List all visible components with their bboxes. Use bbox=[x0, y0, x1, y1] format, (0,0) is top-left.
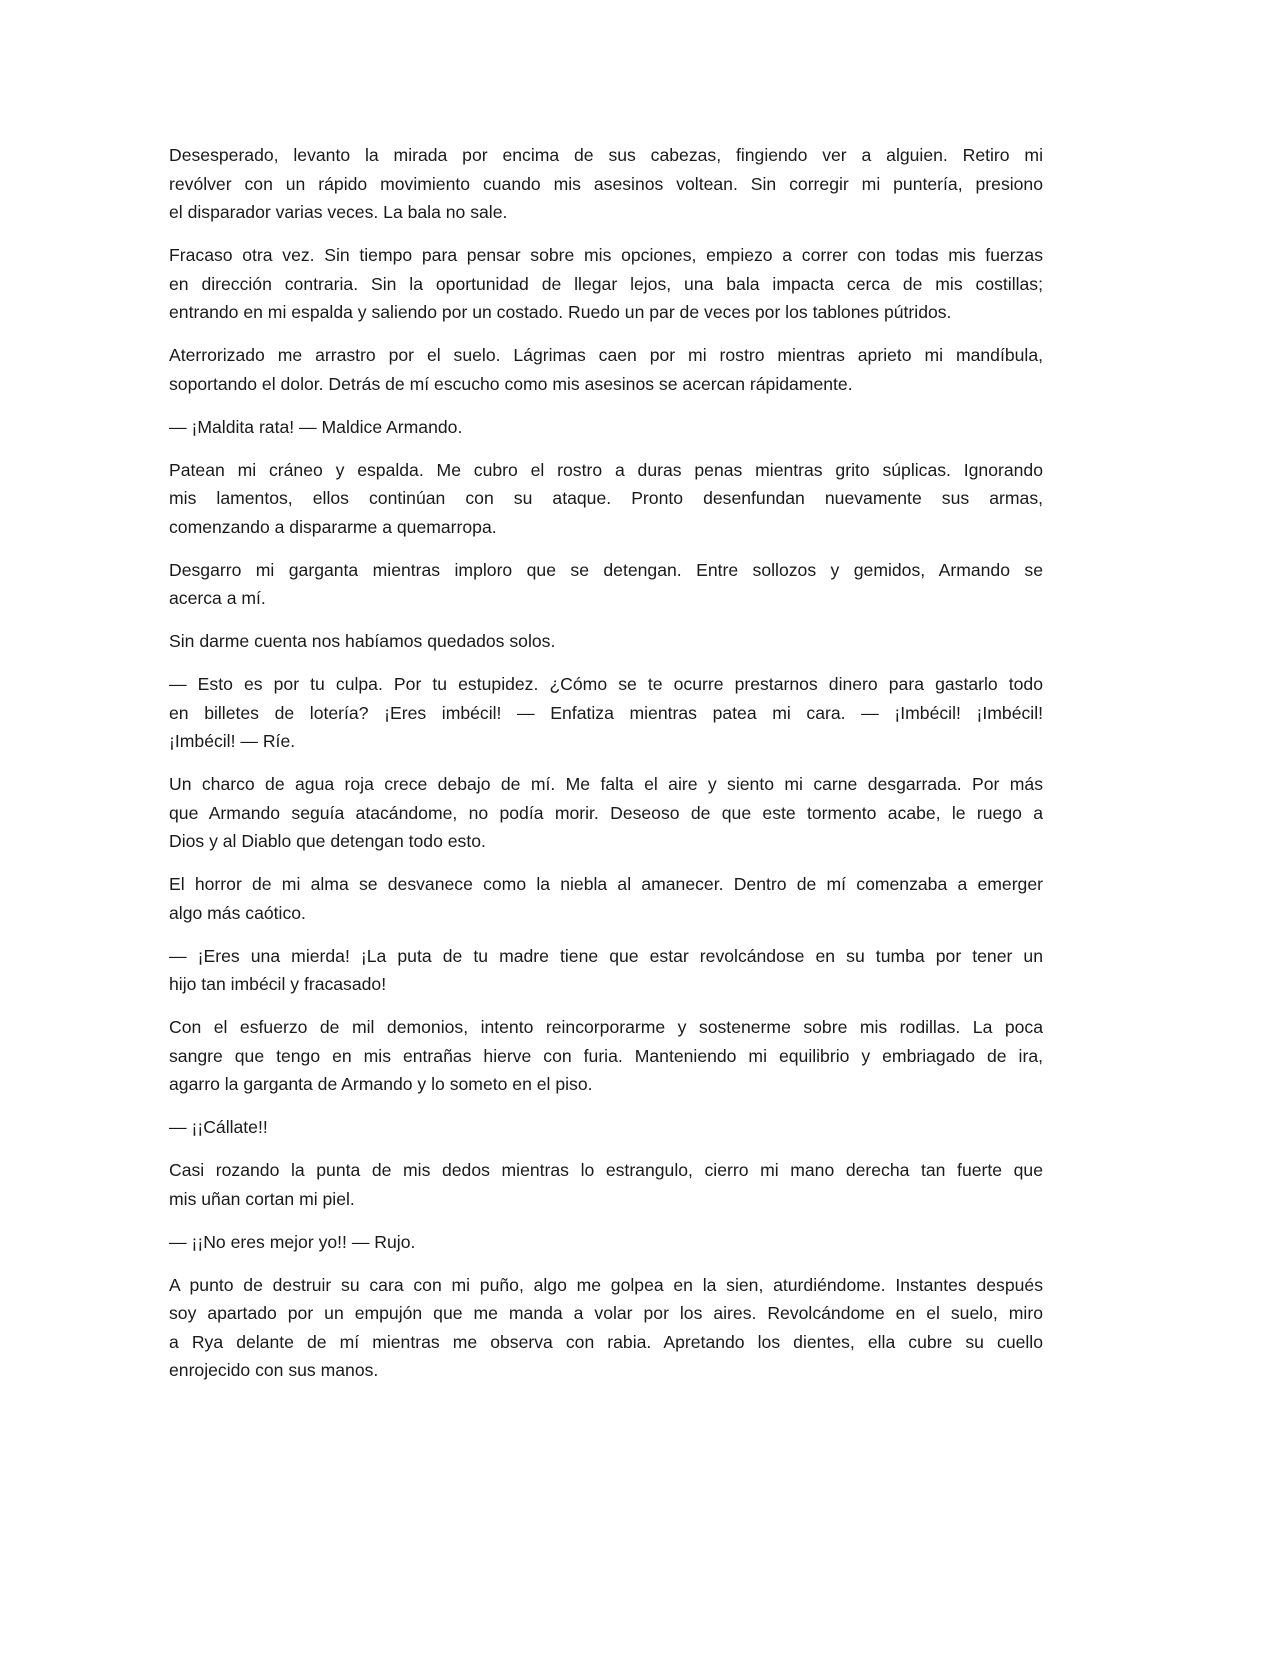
text-line: el disparador varias veces. La bala no sale. bbox=[169, 202, 508, 222]
paragraph bbox=[169, 413, 1043, 442]
document-page bbox=[169, 141, 1043, 1399]
paragraph bbox=[169, 1113, 1043, 1142]
text-line: — ¡Maldita rata! — Maldice Armando. bbox=[169, 416, 463, 437]
text-line: Un charco de agua roja crece debajo de mí. Me falta el aire y siento mi carne desgarrada. Por más bbox=[169, 774, 1043, 794]
text-line: Dios y al Diablo que detengan todo esto. bbox=[169, 831, 486, 851]
text-line: en billetes de lotería? ¡Eres imbécil! — Enfatiza mientras patea mi cara. — ¡Imbécil! ¡Imbécil! bbox=[169, 702, 1043, 723]
text-line: mis uñan cortan mi piel. bbox=[169, 1188, 355, 1209]
paragraph bbox=[169, 870, 1043, 927]
text-line: en dirección contraria. Sin la oportunidad de llegar lejos, una bala impacta cerca de mis costillas; bbox=[169, 273, 1043, 294]
text-line: Sin darme cuenta nos habíamos quedados solos. bbox=[169, 631, 556, 651]
text-line: A punto de destruir su cara con mi puño, algo me golpea en la sien, aturdiéndome. Instantes después bbox=[169, 1274, 1043, 1295]
text-line: a Rya delante de mí mientras me observa con rabia. Apretando los dientes, ella cubre su cuello bbox=[169, 1331, 1043, 1352]
text-line: Desgarro mi garganta mientras imploro que se detengan. Entre sollozos y gemidos, Armando se bbox=[169, 559, 1043, 580]
text-line: comenzando a dispararme a quemarropa. bbox=[169, 516, 497, 537]
paragraph bbox=[169, 770, 1043, 856]
text-line: Fracaso otra vez. Sin tiempo para pensar sobre mis opciones, empiezo a correr con todas mis fuerzas bbox=[169, 245, 1043, 265]
text-line: Desesperado, levanto la mirada por encima de sus cabezas, fingiendo ver a alguien. Retiro mi bbox=[169, 145, 1043, 165]
paragraph bbox=[169, 1156, 1043, 1213]
text-line: ¡Imbécil! — Ríe. bbox=[169, 731, 296, 751]
text-line: Con el esfuerzo de mil demonios, intento reincorporarme y sostenerme sobre mis rodillas. La poca bbox=[169, 1017, 1043, 1037]
paragraph bbox=[169, 1228, 1043, 1257]
text-line: soportando el dolor. Detrás de mí escucho como mis asesinos se acercan rápidamente. bbox=[169, 373, 853, 394]
paragraph bbox=[169, 241, 1043, 327]
text-line: Casi rozando la punta de mis dedos mientras lo estrangulo, cierro mi mano derecha tan fuerte que bbox=[169, 1160, 1043, 1180]
text-line: que Armando seguía atacándome, no podía morir. Deseoso de que este tormento acabe, le ruego a bbox=[169, 802, 1043, 823]
text-line: acerca a mí. bbox=[169, 588, 266, 608]
paragraph bbox=[169, 456, 1043, 542]
paragraph bbox=[169, 341, 1043, 398]
text-line: hijo tan imbécil y fracasado! bbox=[169, 974, 387, 994]
text-line: mis lamentos, ellos continúan con su ataque. Pronto desenfundan nuevamente sus armas, bbox=[169, 488, 1043, 508]
paragraph bbox=[169, 670, 1043, 756]
text-line: sangre que tengo en mis entrañas hierve con furia. Manteniendo mi equilibrio y embriagado de ira, bbox=[169, 1045, 1043, 1066]
text-line: — Esto es por tu culpa. Por tu estupidez. ¿Cómo se te ocurre prestarnos dinero para gastarlo todo bbox=[169, 674, 1043, 694]
paragraph bbox=[169, 627, 1043, 656]
paragraph bbox=[169, 942, 1043, 999]
text-line: — ¡Eres una mierda! ¡La puta de tu madre tiene que estar revolcándose en su tumba por tener un bbox=[169, 945, 1043, 966]
text-line: Aterrorizado me arrastro por el suelo. Lágrimas caen por mi rostro mientras aprieto mi mandíbula, bbox=[169, 345, 1043, 365]
text-line: Patean mi cráneo y espalda. Me cubro el rostro a duras penas mientras grito súplicas. Ignorando bbox=[169, 459, 1043, 480]
paragraph bbox=[169, 1013, 1043, 1099]
text-line: algo más caótico. bbox=[169, 902, 306, 923]
text-line: agarro la garganta de Armando y lo someto en el piso. bbox=[169, 1074, 593, 1094]
text-line: El horror de mi alma se desvanece como la niebla al amanecer. Dentro de mí comenzaba a emerger bbox=[169, 874, 1043, 894]
paragraph bbox=[169, 1271, 1043, 1385]
text-line: soy apartado por un empujón que me manda a volar por los aires. Revolcándome en el suelo, miro bbox=[169, 1303, 1043, 1323]
paragraph bbox=[169, 556, 1043, 613]
text-line: enrojecido con sus manos. bbox=[169, 1360, 379, 1380]
text-line: revólver con un rápido movimiento cuando mis asesinos voltean. Sin corregir mi puntería, presiono bbox=[169, 173, 1043, 194]
text-line: — ¡¡Cállate!! bbox=[169, 1117, 268, 1137]
text-line: entrando en mi espalda y saliendo por un costado. Ruedo un par de veces por los tablones pútridos. bbox=[169, 302, 952, 322]
paragraph bbox=[169, 141, 1043, 227]
text-line: — ¡¡No eres mejor yo!! — Rujo. bbox=[169, 1231, 416, 1252]
